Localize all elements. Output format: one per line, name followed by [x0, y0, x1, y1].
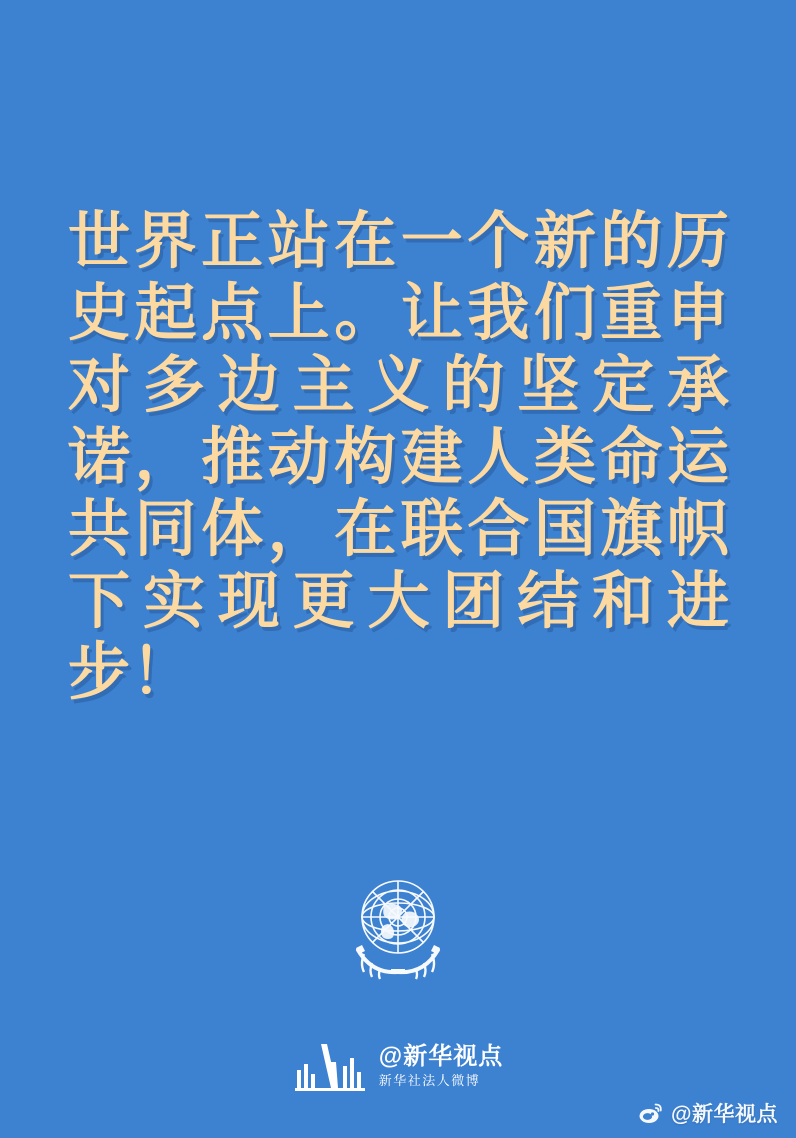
watermark	[638, 1098, 778, 1128]
quote-text: 世界正站在一个新的历史起点上。让我们重申对多边主义的坚定承诺，推动构建人类命运共同体，在联合国旗帜下实现更大团结和进步！	[68, 204, 730, 709]
brand-name: @新华视点	[378, 1042, 504, 1070]
united-nations-emblem-icon	[328, 862, 468, 992]
quote-block	[0, 205, 796, 708]
xinhua-logo-icon	[293, 1040, 367, 1092]
brand-subtitle: 新华社法人微博	[378, 1073, 481, 1089]
weibo-icon	[638, 1100, 664, 1126]
brand-row	[0, 1040, 796, 1092]
watermark-label: @新华视点	[671, 1103, 778, 1126]
brand-text	[379, 1044, 503, 1089]
emblem-container	[0, 862, 796, 992]
